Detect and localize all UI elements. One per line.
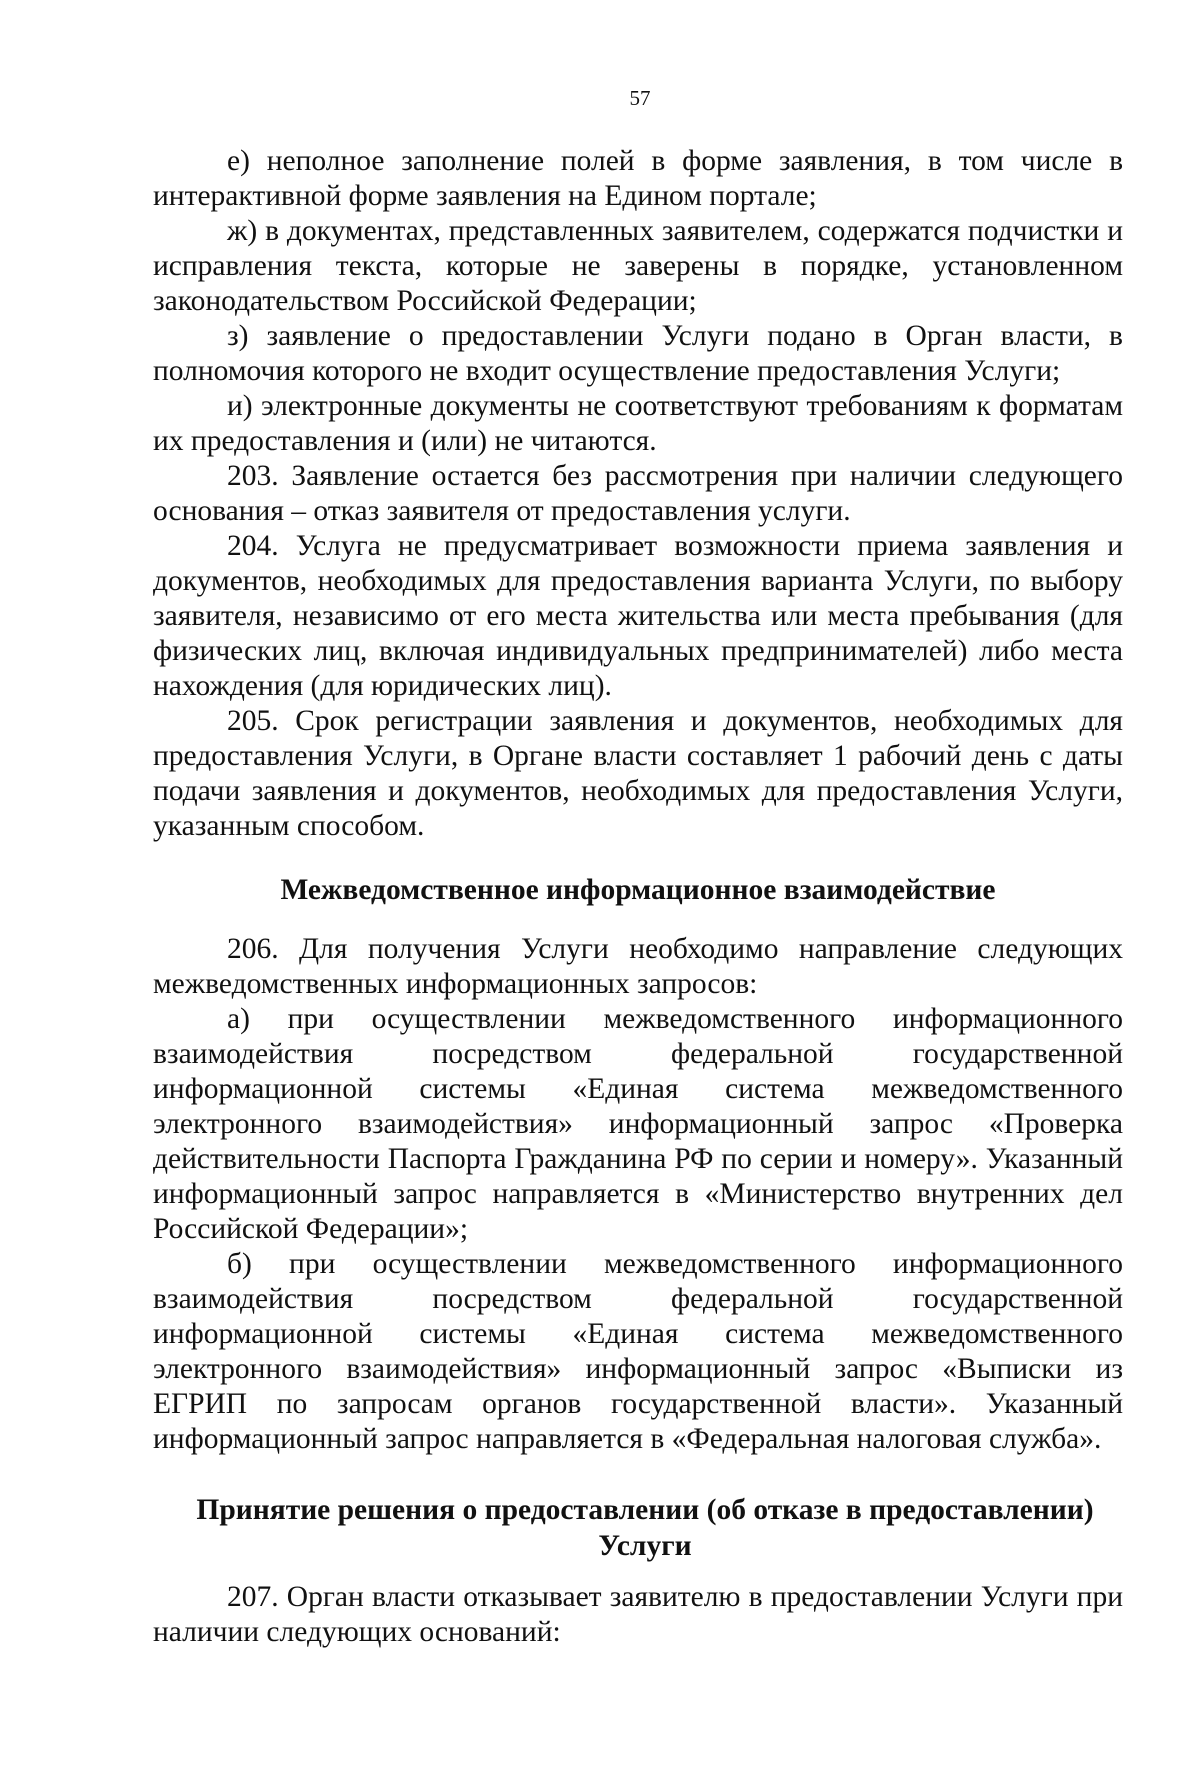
paragraph-zh: ж) в документах, представленных заявителем, содержатся подчистки и исправления текста, которые не заверены в порядке, установленном законодательством Российской Федерации; bbox=[153, 215, 1123, 317]
paragraph-z: з) заявление о предоставлении Услуги подано в Орган власти, в полномочия которого не входит осуществление предоставления Услуги; bbox=[153, 320, 1123, 387]
paragraph-204: 204. Услуга не предусматривает возможности приема заявления и документов, необходимых для предоставления варианта Услуги, по выбору заявителя, независимо от его места жительства или места пребывания (для физических лиц, включая индивидуальных предпринимателей) либо места нахождения (для юридических лиц). bbox=[153, 530, 1123, 702]
section-heading-decision-line2: Услуги bbox=[598, 1530, 692, 1562]
paragraph-a: а) при осуществлении межведомственного информационного взаимодействия посредством федеральной государственной информационной системы «Единая система межведомственного электронного взаимодействия» информационный запрос «Проверка действительности Паспорта Гражданина РФ по серии и номеру». Указанный информационный запрос направляется в «Министерство внутренних дел Российской Федерации»; bbox=[153, 1003, 1123, 1245]
paragraph-206: 206. Для получения Услуги необходимо направление следующих межведомственных информационных запросов: bbox=[153, 933, 1123, 1000]
paragraph-i: и) электронные документы не соответствуют требованиям к форматам их предоставления и (или) не читаются. bbox=[153, 390, 1123, 457]
text-block-interagency bbox=[153, 932, 1123, 1457]
text-block-decision bbox=[153, 1580, 1123, 1650]
paragraph-b: б) при осуществлении межведомственного информационного взаимодействия посредством федеральной государственной информационной системы «Единая система межведомственного электронного взаимодействия» информационный запрос «Выписки из ЕГРИП по запросам органов государственной власти». Указанный информационный запрос направляется в «Федеральная налоговая служба». bbox=[153, 1248, 1123, 1455]
page-number: 57 bbox=[629, 86, 651, 110]
text-block-grounds bbox=[153, 144, 1123, 844]
section-heading-decision-line1: Принятие решения о предоставлении (об отказе в предоставлении) bbox=[196, 1494, 1094, 1526]
paragraph-205: 205. Срок регистрации заявления и документов, необходимых для предоставления Услуги, в Органе власти составляет 1 рабочий день с даты подачи заявления и документов, необходимых для предоставления Услуги, указанным способом. bbox=[153, 705, 1123, 842]
paragraph-e: е) неполное заполнение полей в форме заявления, в том числе в интерактивной форме заявления на Едином портале; bbox=[153, 145, 1123, 212]
section-heading-interagency: Межведомственное информационное взаимодействие bbox=[280, 874, 996, 906]
section-heading-decision bbox=[160, 1492, 1130, 1564]
paragraph-203: 203. Заявление остается без рассмотрения при наличии следующего основания – отказ заявителя от предоставления услуги. bbox=[153, 460, 1123, 527]
paragraph-207: 207. Орган власти отказывает заявителю в предоставлении Услуги при наличии следующих оснований: bbox=[153, 1581, 1123, 1648]
